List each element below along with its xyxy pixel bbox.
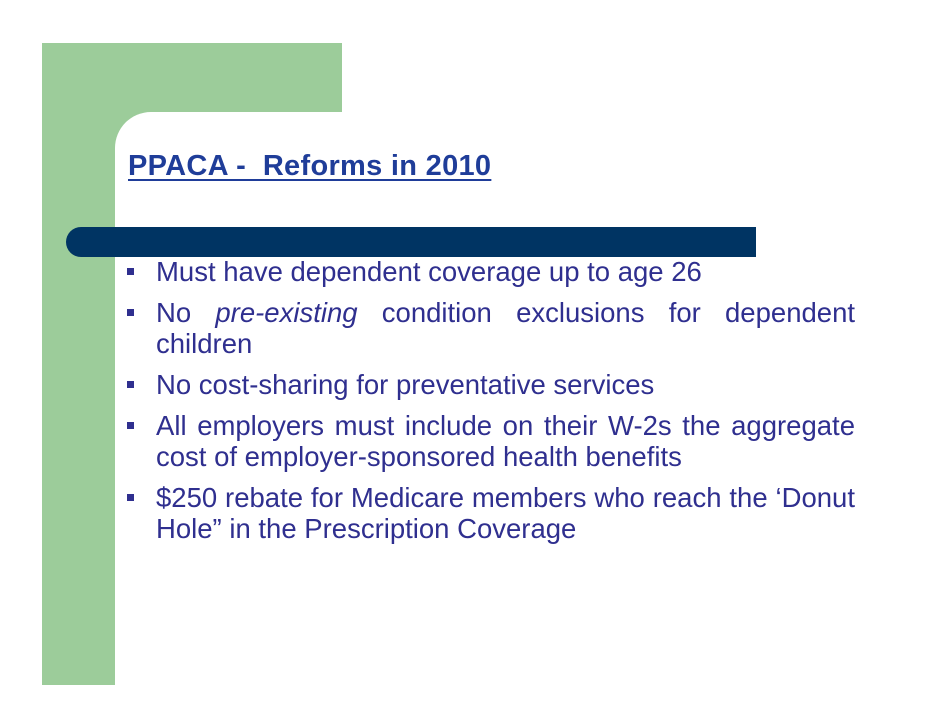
bullet-item-cost-sharing bbox=[123, 369, 855, 400]
slide-title: PPACA - Reforms in 2010 bbox=[128, 150, 492, 182]
bullet-list bbox=[123, 256, 855, 554]
bullet-item-medicare-rebate bbox=[123, 482, 855, 544]
square-bullet-icon bbox=[127, 309, 134, 316]
square-bullet-icon bbox=[127, 422, 134, 429]
bullet-text-suffix: condition exclusions for dependent children bbox=[156, 297, 856, 359]
bullet-text-emphasis: pre-existing bbox=[215, 297, 358, 328]
bullet-text: $250 rebate for Medicare members who reach the ‘Donut Hole” in the Prescription Coverage bbox=[156, 482, 855, 544]
square-bullet-icon bbox=[127, 494, 134, 501]
bullet-item-pre-existing bbox=[123, 297, 855, 359]
square-bullet-icon bbox=[127, 268, 134, 275]
bullet-text: No cost-sharing for preventative services bbox=[156, 369, 655, 400]
bullet-item-dependent-coverage bbox=[123, 256, 855, 287]
bullet-item-w2-reporting bbox=[123, 410, 855, 472]
title-divider-bar bbox=[66, 227, 756, 257]
bullet-text: All employers must include on their W-2s the aggregate cost of employer-sponsored health benefits bbox=[156, 410, 855, 472]
bullet-text: Must have dependent coverage up to age 26 bbox=[156, 256, 702, 287]
bullet-text-prefix: No bbox=[156, 297, 216, 328]
square-bullet-icon bbox=[127, 381, 134, 388]
